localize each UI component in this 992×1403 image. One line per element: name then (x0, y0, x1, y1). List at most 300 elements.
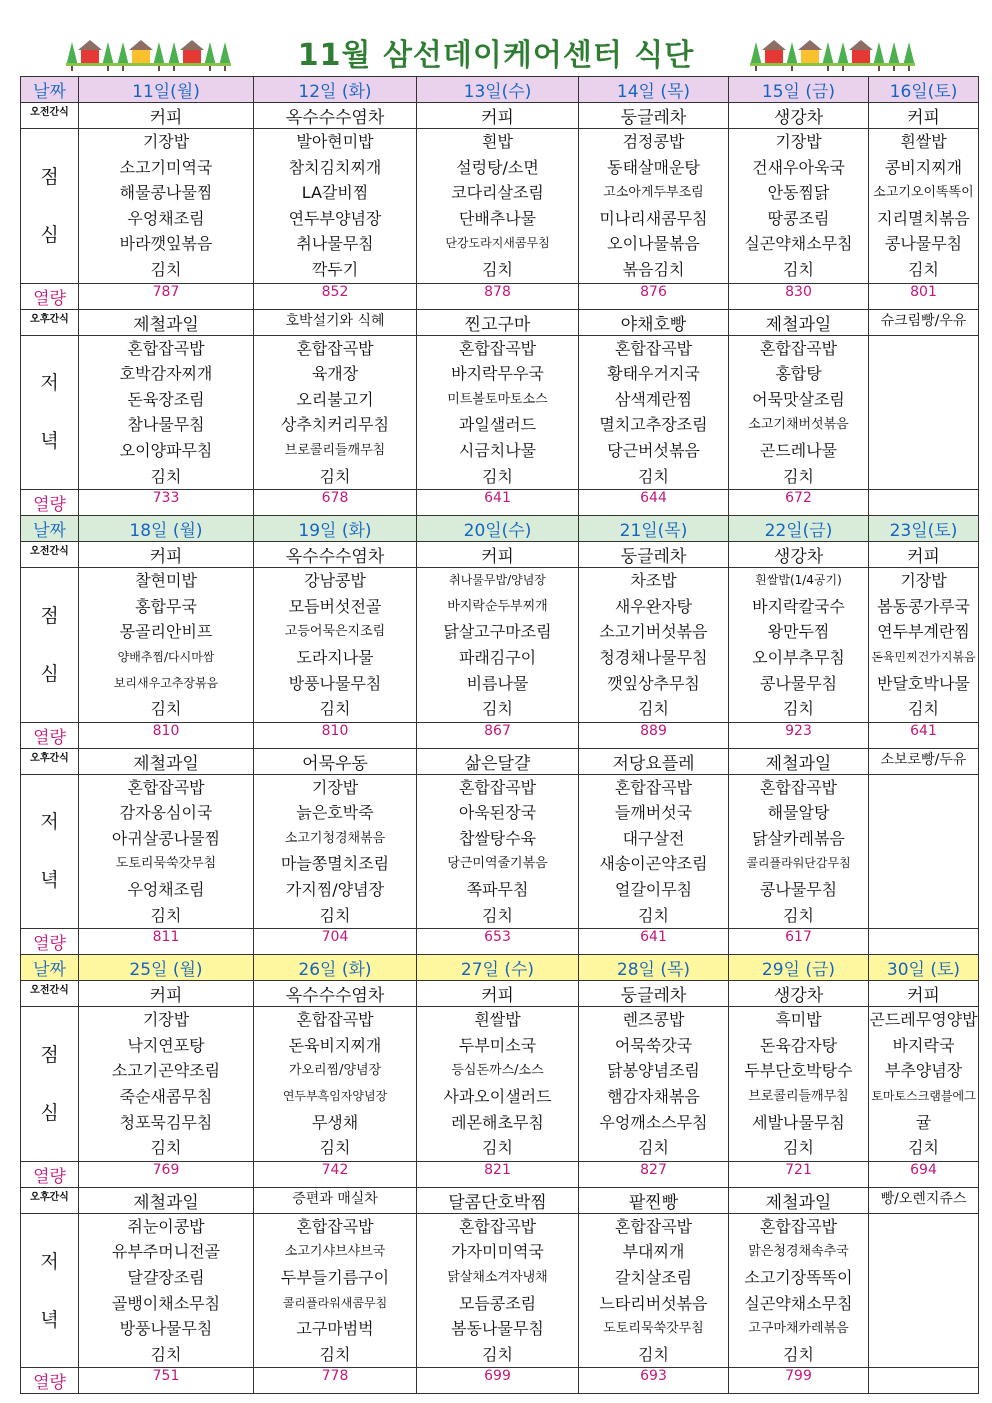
kcal-cell: 787 (79, 283, 254, 309)
lunch-label (21, 568, 79, 723)
menu-item: 혼합잡곡밥 (458, 1216, 537, 1236)
menu-item: 발아현미밥 (296, 132, 374, 151)
menu-item: 봄동나물무침 (451, 1319, 544, 1339)
kcal-cell: 878 (417, 283, 579, 309)
date-cell: 22일(금) (729, 516, 869, 542)
dinner-row (21, 774, 979, 929)
menu-item: 연두부양념장 (288, 208, 382, 228)
date-cell: 11일(월) (79, 77, 254, 103)
menu-item: 연두부흑임자양념장 (282, 1089, 388, 1104)
menu-item: 우엉채조림 (127, 208, 205, 228)
menu-item: 당근미역줄기볶음 (447, 856, 548, 872)
menu-item: 파래김구이 (458, 647, 537, 667)
menu-item: 실곤약채소무침 (744, 234, 853, 254)
menu-item: 김치 (319, 699, 351, 719)
kcal-cell: 769 (79, 1161, 254, 1187)
menu-item: 늙은호박죽 (296, 803, 374, 823)
date-cell: 23일(토) (869, 516, 979, 542)
am-snack-row (21, 981, 979, 1007)
menu-item: 브로콜리들깨무침 (748, 1089, 849, 1105)
am-snack-cell: 커피 (869, 542, 979, 568)
menu-item: 건새우아욱국 (752, 157, 845, 177)
date-cell: 13일(수) (417, 77, 579, 103)
pm-snack-row (21, 1187, 979, 1213)
dinner-cell (579, 1213, 729, 1368)
lunch-label-char: 점 (40, 1044, 59, 1067)
lunch-cell (869, 129, 979, 284)
am-snack-row (21, 542, 979, 568)
kcal-cell: 799 (729, 1368, 869, 1394)
menu-item: 기장밥 (775, 132, 822, 151)
lunch-cell (869, 1007, 979, 1162)
lunch-cell (254, 568, 417, 723)
kcal-cell: 678 (254, 490, 417, 516)
menu-item: 혼합잡곡밥 (127, 777, 205, 797)
menu-item: 토마토스크램블에그 (871, 1089, 976, 1104)
dinner-label (21, 774, 79, 929)
menu-item: 흰쌀밥 (474, 1010, 521, 1030)
menu-item: 오이양파무침 (119, 440, 213, 460)
menu-item: 들깨버섯국 (614, 803, 693, 823)
kcal-cell: 617 (729, 929, 869, 955)
menu-item: 대구살전 (622, 828, 685, 848)
pm-snack-cell: 증편과 매실차 (254, 1187, 417, 1213)
menu-item: 가오리찜/양념장 (288, 1063, 382, 1079)
menu-item: 김치 (783, 905, 814, 925)
date-cell: 18일 (월) (79, 516, 254, 542)
dinner-cell (417, 1213, 579, 1368)
menu-item: 김치 (783, 1138, 814, 1158)
menu-item: 몽골리안비프 (119, 622, 213, 642)
menu-item: 돈육감자탕 (759, 1035, 838, 1055)
menu-item: 부추양념장 (884, 1061, 963, 1081)
menu-item: 미나리새콤무침 (599, 208, 708, 228)
menu-item: 찰현미밥 (135, 571, 197, 591)
dinner-cell (729, 335, 869, 490)
menu-item: 김치 (319, 1138, 351, 1158)
menu-item: 소고기곤약조림 (111, 1061, 221, 1081)
menu-item: 김치 (638, 699, 669, 719)
pm-snack-row (21, 748, 979, 774)
menu-item: 감자옹심이국 (119, 803, 213, 823)
menu-item: 기장밥 (142, 132, 190, 151)
menu-item: 김치 (638, 466, 669, 486)
date-cell: 19일 (화) (254, 516, 417, 542)
pm-snack-label: 오후간식 (21, 309, 79, 335)
menu-item: 김치 (319, 905, 351, 925)
menu-item: 청포묵김무침 (119, 1112, 213, 1132)
pm-snack-cell: 야채호빵 (579, 309, 729, 335)
dinner-cell (579, 774, 729, 929)
date-label: 날짜 (21, 77, 79, 103)
date-cell: 12일 (화) (254, 77, 417, 103)
menu-item: 혼합잡곡밥 (296, 1010, 374, 1030)
pm-snack-row (21, 309, 979, 335)
date-cell: 15일 (금) (729, 77, 869, 103)
pm-snack-cell: 제철과일 (729, 748, 869, 774)
lunch-cell (417, 568, 579, 723)
menu-item: 닭살카레볶음 (752, 828, 845, 848)
lunch-cell (79, 568, 254, 723)
menu-item: 황태우거지국 (607, 364, 700, 384)
menu-item: 콜리플라워새콤무침 (282, 1295, 388, 1310)
pm-snack-cell: 제철과일 (79, 309, 254, 335)
pm-snack-cell: 빵/오렌지쥬스 (869, 1187, 979, 1213)
date-cell: 25일 (월) (79, 955, 254, 981)
menu-item: 멸치고추장조림 (599, 415, 708, 435)
kcal-cell: 830 (729, 283, 869, 309)
menu-item: 김치 (482, 905, 513, 925)
menu-item: 검정콩밥 (622, 132, 685, 151)
date-cell: 27일 (수) (417, 955, 579, 981)
lunch-label-char: 점 (40, 604, 59, 627)
menu-item: 콩나물무침 (884, 234, 963, 254)
menu-item: 김치 (638, 1344, 669, 1364)
kcal-cell: 810 (79, 722, 254, 748)
kcal-cell: 821 (417, 1161, 579, 1187)
date-cell: 29일 (금) (729, 955, 869, 981)
date-label: 날짜 (21, 516, 79, 542)
menu-item: 방풍나물무침 (119, 1319, 213, 1339)
menu-item: 콩나물무침 (759, 880, 838, 900)
menu-item: 갈치살조림 (614, 1268, 693, 1287)
menu-item: 도라지나물 (296, 647, 374, 667)
kcal-cell: 867 (417, 722, 579, 748)
menu-item: LA갈비찜 (301, 183, 369, 203)
kcal-cell: 751 (79, 1368, 254, 1394)
am-snack-label: 오전간식 (21, 981, 79, 1007)
menu-item: 바라깻잎볶음 (119, 234, 213, 254)
menu-item: 혼합잡곡밥 (759, 777, 838, 797)
am-snack-cell: 둥글레차 (579, 981, 729, 1007)
am-snack-cell: 생강차 (729, 542, 869, 568)
menu-item: 흰밥 (482, 132, 513, 151)
kcal-cell: 641 (869, 722, 979, 748)
kcal-cell: 923 (729, 722, 869, 748)
am-snack-cell: 둥글레차 (579, 103, 729, 129)
menu-item: 김치 (150, 259, 182, 279)
menu-item: 도토리묵쑥갓무침 (603, 1321, 704, 1337)
menu-item: 취나물무밥/양념장 (449, 573, 546, 588)
menu-item: 두부들기름구이 (280, 1268, 390, 1287)
menu-item: 강남콩밥 (304, 571, 366, 591)
menu-item: 흑미밥 (775, 1010, 822, 1030)
menu-body (21, 77, 979, 1394)
am-snack-cell: 커피 (417, 981, 579, 1007)
kcal-cell (869, 929, 979, 955)
menu-item: 닭살채소겨자냉채 (447, 1270, 548, 1285)
menu-item: 해물콩나물찜 (119, 183, 213, 203)
lunch-label-char: 점 (40, 165, 59, 188)
menu-item: 홍합무국 (135, 596, 197, 616)
am-snack-cell: 생강차 (729, 981, 869, 1007)
am-snack-cell: 커피 (79, 981, 254, 1007)
dinner-cell (79, 335, 254, 490)
lunch-kcal-row (21, 722, 979, 748)
menu-item: 소고기오이똑똑이 (873, 185, 974, 201)
menu-item: 모듬버섯전골 (288, 596, 382, 616)
menu-item: 김치 (638, 905, 669, 925)
date-row (21, 77, 979, 103)
am-snack-cell: 생강차 (729, 103, 869, 129)
date-cell: 16일(토) (869, 77, 979, 103)
lunch-row (21, 129, 979, 284)
menu-item: 혼합잡곡밥 (296, 338, 374, 358)
lunch-cell (79, 1007, 254, 1162)
am-snack-row (21, 103, 979, 129)
menu-item: 소고기채버섯볶음 (748, 417, 849, 433)
lunch-kcal-row (21, 283, 979, 309)
menu-item: 사과오이샐러드 (443, 1087, 552, 1107)
menu-item: 두부단호박탕수 (744, 1061, 853, 1081)
lunch-label-char: 심 (40, 662, 59, 685)
menu-item: 해물알탕 (767, 803, 830, 823)
menu-item: 땅콩조림 (767, 208, 830, 228)
kcal-cell: 733 (79, 490, 254, 516)
am-snack-cell: 커피 (79, 542, 254, 568)
menu-item: 부대찌개 (622, 1242, 685, 1262)
menu-item: 기장밥 (142, 1010, 190, 1030)
menu-item: 시금치나물 (458, 440, 537, 460)
menu-item: 골뱅이채소무침 (111, 1293, 221, 1313)
kcal-cell: 876 (579, 283, 729, 309)
date-label: 날짜 (21, 955, 79, 981)
menu-item: 실곤약채소무침 (744, 1293, 853, 1313)
dinner-cell (79, 774, 254, 929)
menu-item: 김치 (482, 1138, 513, 1158)
menu-item: 김치 (908, 1138, 939, 1158)
menu-item: 반달호박나물 (877, 673, 970, 693)
lunch-label-char: 심 (40, 1102, 59, 1125)
pm-snack-label: 오후간식 (21, 748, 79, 774)
lunch-cell (869, 568, 979, 723)
lunch-label-char: 심 (40, 223, 59, 246)
menu-item: 어묵쑥갓국 (614, 1035, 693, 1055)
pm-snack-cell: 호박설기와 식혜 (254, 309, 417, 335)
menu-item: 왕만두찜 (767, 622, 830, 642)
date-cell: 21일(목) (579, 516, 729, 542)
menu-item: 당근버섯볶음 (607, 440, 700, 460)
menu-item: 바지락무우국 (451, 364, 544, 384)
kcal-label: 열량 (21, 722, 79, 748)
date-cell: 20일(수) (417, 516, 579, 542)
am-snack-label: 오전간식 (21, 103, 79, 129)
menu-item: 낙지연포탕 (127, 1035, 205, 1055)
menu-item: 혼합잡곡밥 (614, 777, 693, 797)
menu-item: 햄감자채볶음 (607, 1087, 700, 1107)
menu-item: 김치 (150, 466, 182, 486)
menu-item: 오리불고기 (296, 389, 374, 409)
menu-item: 깍두기 (311, 259, 359, 279)
pm-snack-cell: 제철과일 (729, 309, 869, 335)
kcal-cell: 721 (729, 1161, 869, 1187)
menu-item: 혼합잡곡밥 (759, 1216, 838, 1236)
menu-item: 가자미미역국 (451, 1242, 544, 1262)
menu-item: 봄동콩가루국 (877, 596, 970, 616)
menu-item: 찹쌀탕수육 (458, 828, 537, 848)
am-snack-cell: 커피 (417, 542, 579, 568)
kcal-cell: 694 (869, 1161, 979, 1187)
kcal-cell: 811 (79, 929, 254, 955)
lunch-label (21, 1007, 79, 1162)
menu-item: 기장밥 (900, 571, 947, 591)
menu-item: 느타리버섯볶음 (599, 1293, 708, 1313)
menu-item: 곤드레나물 (759, 440, 838, 460)
menu-item: 소고기장똑똑이 (744, 1268, 853, 1287)
menu-item: 죽순새콤무침 (119, 1087, 213, 1107)
pm-snack-cell: 달콤단호박찜 (417, 1187, 579, 1213)
kcal-cell: 641 (417, 490, 579, 516)
menu-item: 김치 (319, 1344, 351, 1364)
lunch-cell (729, 129, 869, 284)
dinner-cell (254, 335, 417, 490)
lunch-cell (79, 129, 254, 284)
menu-item: 김치 (482, 466, 513, 486)
dinner-label (21, 335, 79, 490)
pm-snack-cell: 제철과일 (79, 748, 254, 774)
menu-item: 김치 (482, 699, 513, 719)
menu-item: 우엉깨소스무침 (599, 1112, 708, 1132)
menu-item: 모듬콩조림 (458, 1293, 537, 1313)
pm-snack-cell: 제철과일 (79, 1187, 254, 1213)
am-snack-label: 오전간식 (21, 542, 79, 568)
dinner-cell (254, 774, 417, 929)
menu-item: 흰쌀밥(1/4공기) (755, 573, 842, 588)
am-snack-cell: 커피 (869, 103, 979, 129)
dinner-row (21, 335, 979, 490)
menu-item: 취나물무침 (296, 234, 374, 254)
menu-item: 안동찜닭 (767, 183, 830, 203)
dinner-label-char: 녁 (40, 1308, 59, 1331)
menu-item: 볶음김치 (622, 259, 685, 279)
kcal-cell: 704 (254, 929, 417, 955)
menu-item: 김치 (150, 905, 182, 925)
page-title: 11월 삼선데이케어센터 식단 (297, 38, 695, 73)
date-cell: 26일 (화) (254, 955, 417, 981)
date-cell: 30일 (토) (869, 955, 979, 981)
menu-item: 김치 (150, 699, 182, 719)
menu-item: 얼갈이무침 (614, 880, 693, 900)
menu-item: 혼합잡곡밥 (614, 1216, 693, 1236)
menu-item: 바지락국 (892, 1035, 955, 1055)
menu-item: 김치 (783, 699, 814, 719)
dinner-cell (417, 774, 579, 929)
dinner-label-char: 저 (40, 1250, 59, 1273)
kcal-cell: 641 (579, 929, 729, 955)
menu-table (20, 76, 979, 1394)
kcal-cell: 778 (254, 1368, 417, 1394)
menu-item: 김치 (783, 1344, 814, 1364)
menu-item: 오이나물볶음 (607, 234, 700, 254)
menu-item: 아귀살콩나물찜 (111, 828, 221, 848)
dinner-cell (869, 774, 979, 929)
menu-item: 혼합잡곡밥 (296, 1216, 374, 1236)
menu-item: 연두부계란찜 (877, 622, 970, 642)
menu-item: 김치 (150, 1138, 182, 1158)
lunch-label (21, 129, 79, 284)
menu-item: 홍합탕 (775, 364, 822, 384)
kcal-cell: 827 (579, 1161, 729, 1187)
menu-item: 오이부추무침 (752, 647, 845, 667)
menu-item: 아욱된장국 (458, 803, 537, 823)
menu-item: 삼색계란찜 (614, 389, 693, 409)
menu-item: 유부주머니전골 (111, 1242, 221, 1262)
lunch-row (21, 568, 979, 723)
kcal-cell: 644 (579, 490, 729, 516)
menu-item: 깻잎상추무침 (607, 673, 700, 693)
menu-item: 닭살고구마조림 (443, 622, 552, 642)
menu-item: 혼합잡곡밥 (127, 338, 205, 358)
menu-item: 보리새우고추장볶음 (113, 675, 219, 690)
menu-item: 쪽파무침 (466, 880, 529, 900)
menu-item: 김치 (482, 259, 513, 279)
pm-snack-cell: 삶은달걀 (417, 748, 579, 774)
menu-item: 비름나물 (466, 673, 529, 693)
dinner-cell (254, 1213, 417, 1368)
pm-snack-cell: 소보로빵/두유 (869, 748, 979, 774)
menu-item: 맑은청경채속추국 (748, 1244, 849, 1260)
menu-item: 설렁탕/소면 (456, 157, 539, 177)
dinner-kcal-row (21, 929, 979, 955)
menu-item: 육개장 (311, 364, 359, 384)
am-snack-cell: 옥수수수염차 (254, 542, 417, 568)
menu-item: 콩나물무침 (759, 673, 838, 693)
dinner-row (21, 1213, 979, 1368)
menu-item: 브로콜리들깨무침 (284, 442, 386, 458)
menu-item: 동태살매운탕 (607, 157, 700, 177)
dinner-label-char: 저 (40, 811, 59, 834)
menu-item: 세발나물무침 (752, 1112, 845, 1132)
menu-item: 우엉채조림 (127, 880, 205, 900)
menu-item: 흰쌀밥 (900, 132, 947, 151)
menu-item: 김치 (783, 259, 814, 279)
am-snack-cell: 커피 (417, 103, 579, 129)
header (0, 26, 992, 76)
lunch-cell (729, 1007, 869, 1162)
menu-item: 단배추나물 (458, 208, 537, 228)
menu-item: 김치 (150, 1344, 182, 1364)
menu-item: 김치 (638, 1138, 669, 1158)
menu-item: 어묵맛살조림 (752, 389, 845, 409)
menu-item: 렌즈콩밥 (622, 1010, 685, 1030)
pm-snack-cell: 슈크림빵/우유 (869, 309, 979, 335)
menu-item: 고소아게두부조림 (603, 185, 704, 201)
dinner-cell (417, 335, 579, 490)
kcal-cell: 693 (579, 1368, 729, 1394)
date-cell: 28일 (목) (579, 955, 729, 981)
menu-item: 돈육비지찌개 (288, 1035, 382, 1055)
dinner-label-char: 녁 (40, 430, 59, 453)
am-snack-cell: 커피 (869, 981, 979, 1007)
lunch-cell (579, 1007, 729, 1162)
kcal-cell: 699 (417, 1368, 579, 1394)
dinner-cell (729, 1213, 869, 1368)
dinner-kcal-row (21, 490, 979, 516)
kcal-cell: 852 (254, 283, 417, 309)
am-snack-cell: 둥글레차 (579, 542, 729, 568)
pm-snack-cell: 찐고구마 (417, 309, 579, 335)
pm-snack-label: 오후간식 (21, 1187, 79, 1213)
dinner-label-char: 녁 (40, 869, 59, 892)
kcal-cell (869, 490, 979, 516)
kcal-cell: 672 (729, 490, 869, 516)
menu-item: 코다리살조림 (451, 183, 544, 203)
am-snack-cell: 커피 (79, 103, 254, 129)
lunch-cell (254, 129, 417, 284)
village-right-icon (750, 34, 915, 66)
dinner-cell (79, 1213, 254, 1368)
dinner-cell (579, 335, 729, 490)
